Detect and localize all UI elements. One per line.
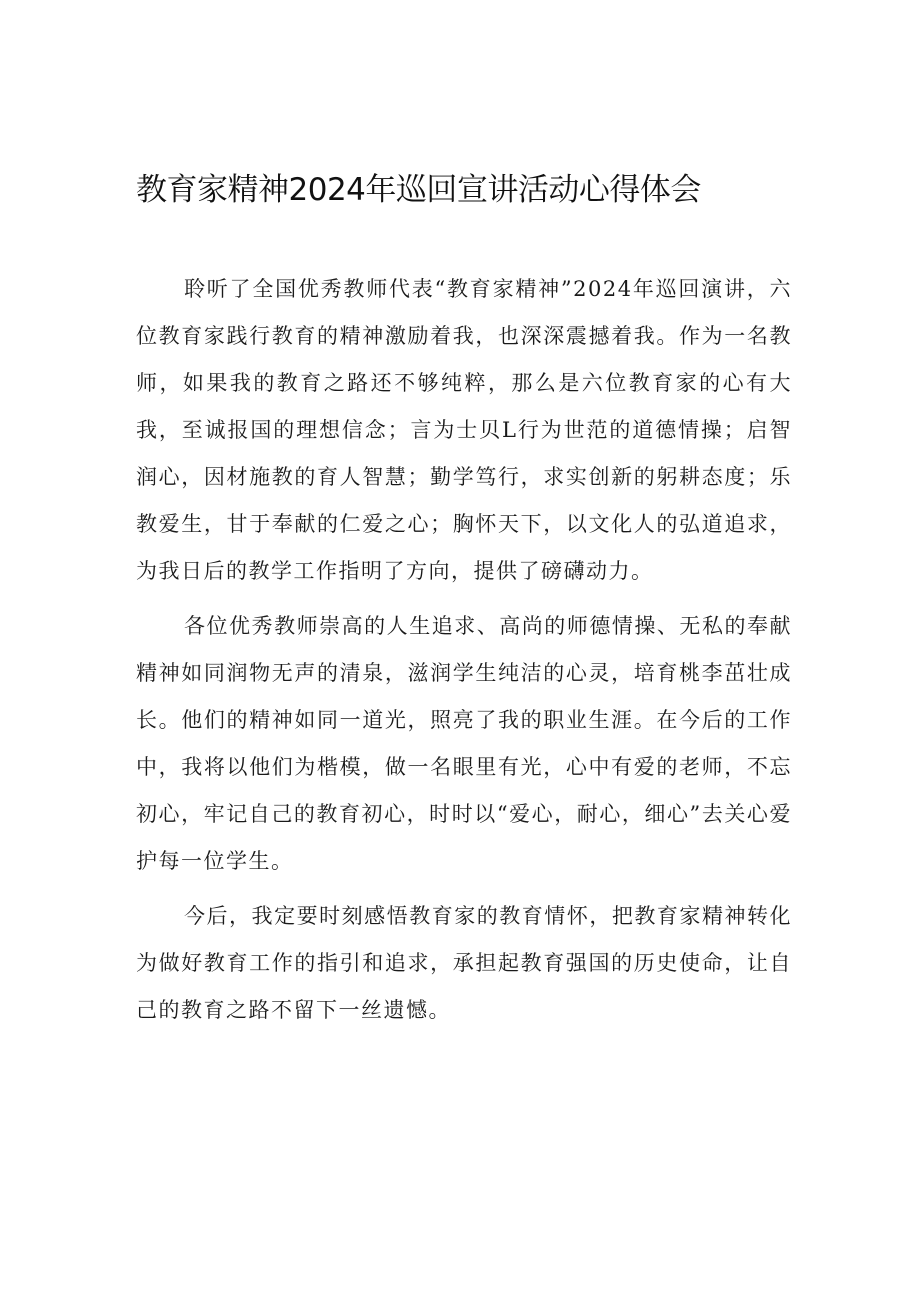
- document-title: 教育家精神2024年巡回宣讲活动心得体会: [136, 172, 701, 208]
- document-body: [136, 266, 792, 1042]
- paragraph-2: 各位优秀教师崇高的人生追求、高尚的师德情操、无私的奉献精神如同润物无声的清泉，滋润学生纯洁的心灵，培育桃李茁壮成长。他们的精神如同一道光，照亮了我的职业生涯。在今后的工作中，我将以他们为楷模，做一名眼里有光，心中有爱的老师，不忘初心，牢记自己的教育初心，时时以“爱心，耐心，细心”去关心爱护每一位学生。: [136, 614, 792, 873]
- paragraph-3: 今后，我定要时刻感悟教育家的教育情怀，把教育家精神转化为做好教育工作的指引和追求，承担起教育强国的历史使命，让自己的教育之路不留下一丝遗憾。: [136, 904, 792, 1022]
- paragraph-1: 聆听了全国优秀教师代表“教育家精神”2024年巡回演讲，六位教育家践行教育的精神激励着我，也深深震撼着我。作为一名教师，如果我的教育之路还不够纯粹，那么是六位教育家的心有大我，至诚报国的理想信念；言为士贝L行为世范的道德情操；启智润心，因材施教的育人智慧；勤学笃行，求实创新的躬耕态度；乐教爱生，甘于奉献的仁爱之心；胸怀天下，以文化人的弘道追求，为我日后的教学工作指明了方向，提供了磅礴动力。: [136, 277, 792, 583]
